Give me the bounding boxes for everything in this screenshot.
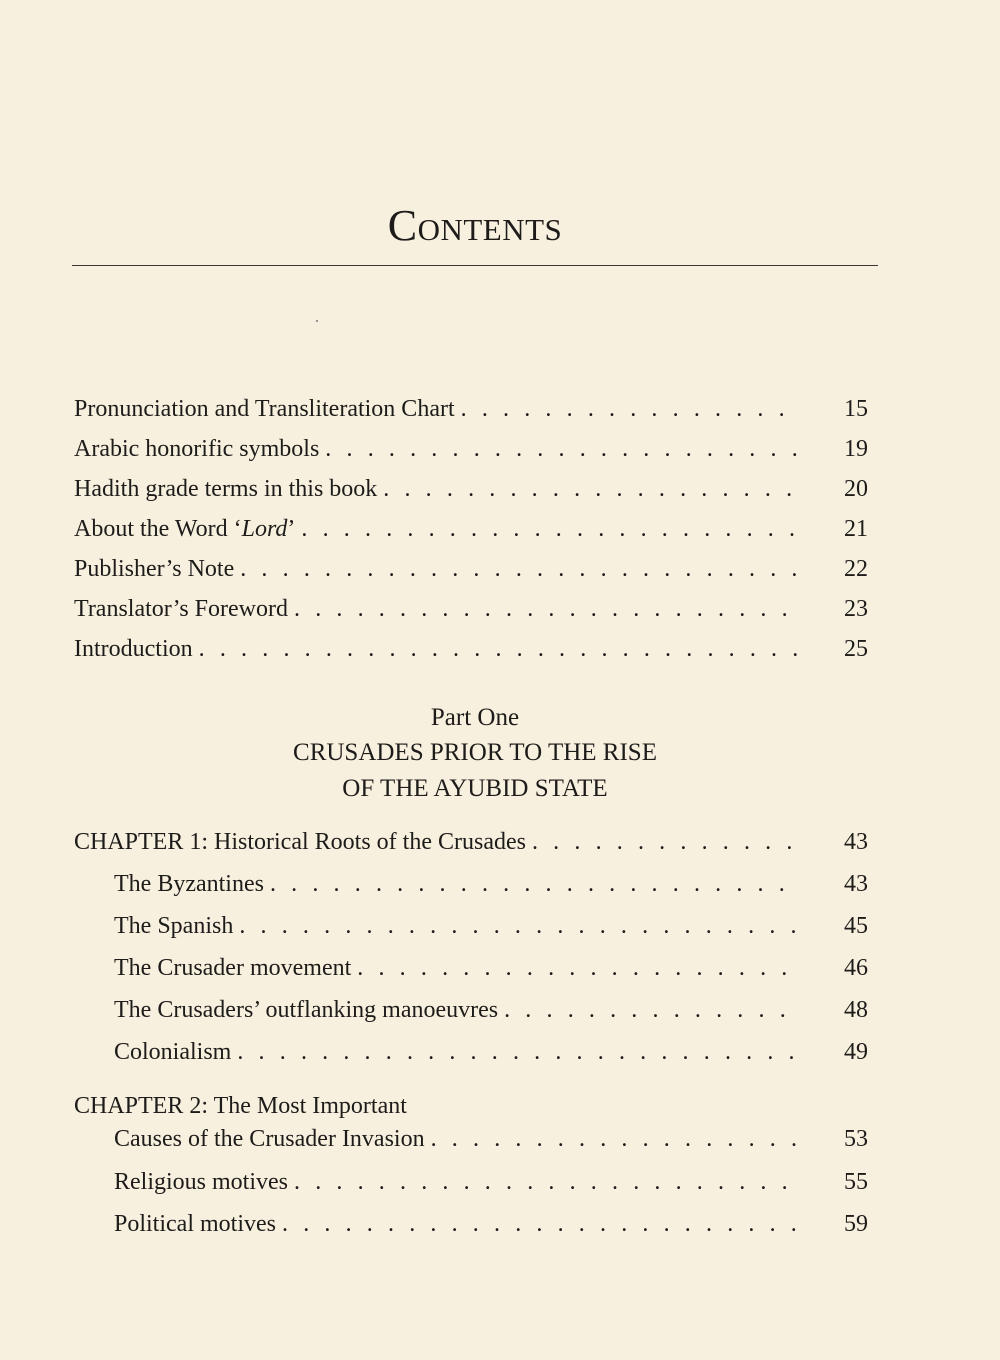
dot-leader [383, 472, 798, 506]
dot-leader [294, 1165, 798, 1199]
section-page: 49 [844, 1039, 868, 1065]
section-page: 48 [844, 997, 868, 1023]
toc-entry[interactable] [74, 432, 868, 466]
toc-entry-page: 25 [844, 636, 868, 662]
part-title-line-2: OF THE AYUBID STATE [342, 775, 608, 802]
section-label: The Byzantines [114, 871, 264, 897]
chapter-page: 43 [844, 829, 868, 855]
dot-leader [301, 512, 798, 546]
toc-entry[interactable] [74, 392, 868, 426]
chapter-entry[interactable] [74, 825, 868, 859]
chapter-entry-continued[interactable] [114, 1122, 868, 1156]
section-label: The Crusaders’ outflanking manoeuvres [114, 997, 499, 1023]
chapter-label: CHAPTER 2: The Most Important [74, 1093, 407, 1119]
chapter-page: 53 [844, 1126, 868, 1152]
dot-leader [237, 1035, 798, 1069]
toc-entry-label [74, 512, 295, 546]
toc-entry[interactable] [74, 512, 868, 546]
section-entry[interactable] [114, 1207, 868, 1241]
section-entry[interactable] [114, 909, 868, 943]
toc-entry-label: Publisher’s Note [74, 556, 235, 582]
section-entry[interactable] [114, 951, 868, 985]
dot-leader [282, 1207, 798, 1241]
toc-entry[interactable] [74, 472, 868, 506]
dot-leader [239, 909, 798, 943]
section-page: 43 [844, 871, 868, 897]
toc-entry[interactable] [74, 632, 868, 666]
label-emphasis: Lord [241, 516, 288, 542]
section-page: 46 [844, 955, 868, 981]
dot-leader [199, 632, 798, 666]
section-entry[interactable] [114, 1035, 868, 1069]
section-page: 55 [844, 1169, 868, 1195]
toc-entry[interactable] [74, 592, 868, 626]
dot-leader [357, 951, 798, 985]
section-entry[interactable] [114, 867, 868, 901]
chapter-label: Causes of the Crusader Invasion [114, 1126, 425, 1152]
section-label: Political motives [114, 1211, 276, 1237]
dot-leader [461, 392, 798, 426]
part-label: Part One [430, 704, 520, 731]
toc-entry-page: 20 [844, 476, 868, 502]
paper-speck [316, 320, 318, 322]
section-label: Colonialism [114, 1039, 232, 1065]
dot-leader [504, 993, 798, 1027]
dot-leader [325, 432, 798, 466]
toc-entry-label: Pronunciation and Transliteration Chart [74, 396, 455, 422]
section-label: The Crusader movement [114, 955, 352, 981]
dot-leader [431, 1122, 798, 1156]
section-entry[interactable] [114, 993, 868, 1027]
toc-entry-page: 23 [844, 596, 868, 622]
toc-entry-label: Hadith grade terms in this book [74, 476, 378, 502]
section-label: Religious motives [114, 1169, 288, 1195]
dot-leader [270, 867, 798, 901]
toc-entry-label: Arabic honorific symbols [74, 436, 320, 462]
dot-leader [532, 825, 798, 859]
title-divider [72, 265, 878, 266]
part-title-line-1: CRUSADES PRIOR TO THE RISE [293, 739, 657, 766]
section-page: 45 [844, 913, 868, 939]
label-prefix: About the Word ‘ [74, 516, 242, 542]
toc-entry-page: 22 [844, 556, 868, 582]
toc-entry-page: 19 [844, 436, 868, 462]
dot-leader [294, 592, 798, 626]
section-entry[interactable] [114, 1165, 868, 1199]
dot-leader [240, 552, 798, 586]
toc-entry-page: 15 [844, 396, 868, 422]
toc-entry-page: 21 [844, 516, 868, 542]
chapter-label: CHAPTER 1: Historical Roots of the Crusades [74, 829, 526, 855]
toc-entry[interactable] [74, 552, 868, 586]
section-label: The Spanish [114, 913, 234, 939]
page-title: Contents [387, 201, 563, 250]
section-page: 59 [844, 1211, 868, 1237]
label-suffix: ’ [287, 516, 296, 542]
toc-entry-label: Introduction [74, 636, 193, 662]
toc-entry-label: Translator’s Foreword [74, 596, 288, 622]
chapter-entry[interactable] [74, 1089, 868, 1123]
